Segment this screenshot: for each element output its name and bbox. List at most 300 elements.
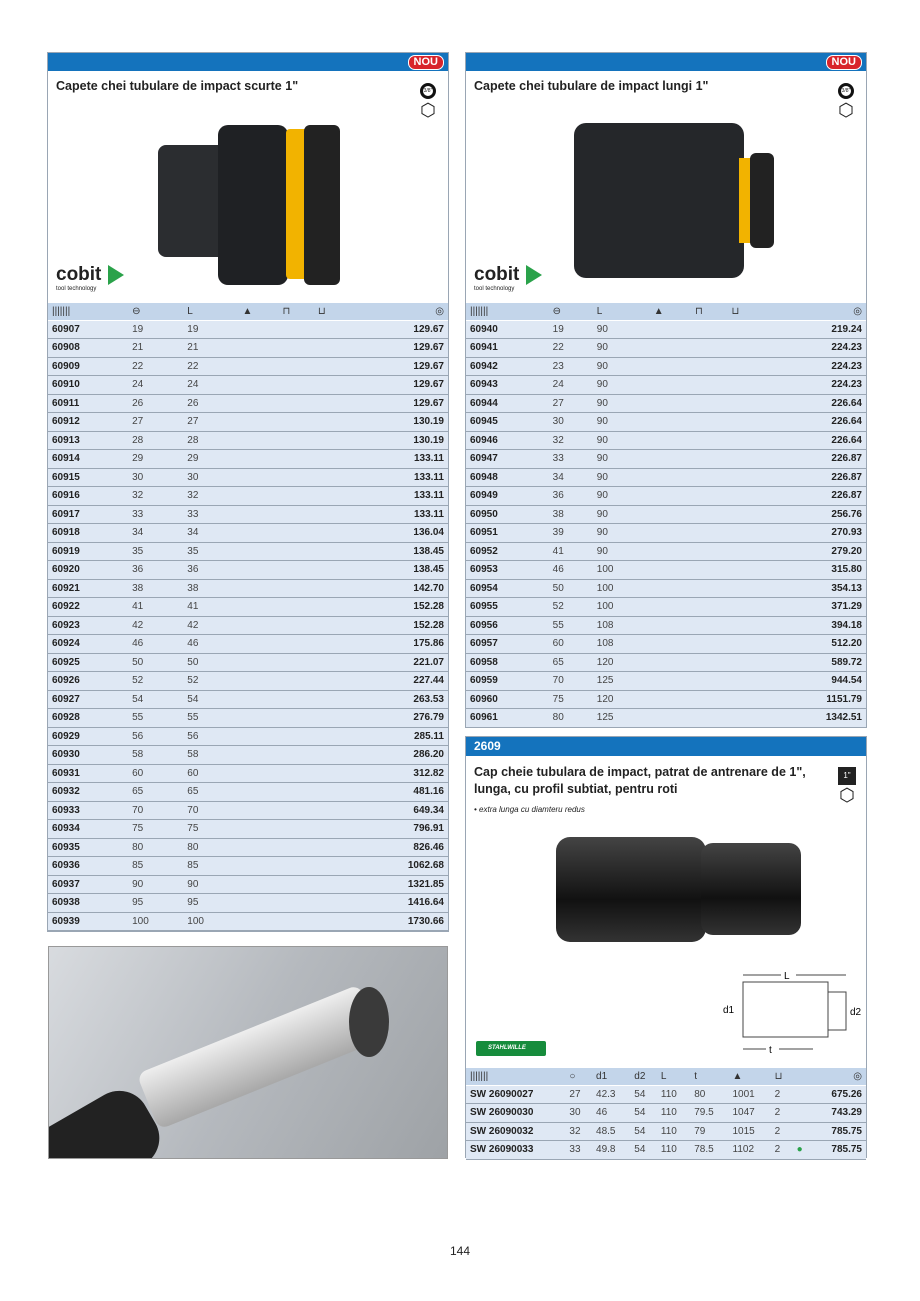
column-header: ▲ [650,303,691,320]
table-cell: 60910 [48,376,128,395]
table-row [466,653,866,672]
table-cell [238,320,278,339]
table-cell [728,505,764,524]
table-row [48,838,448,857]
table-cell: 129.67 [349,339,448,358]
table-cell [238,894,278,913]
table-cell [238,339,278,358]
table-cell: 152.28 [349,598,448,617]
table-cell: 60946 [466,431,549,450]
table-cell [691,709,727,728]
table-cell [728,653,764,672]
table-cell [691,524,727,543]
table-cell [650,320,691,339]
table-cell [728,487,764,506]
table-cell: 152.28 [349,616,448,635]
table-cell [279,505,314,524]
table-cell [314,376,349,395]
table-cell [650,413,691,432]
table-cell [728,394,764,413]
column-header: ⊓ [279,303,314,320]
table-cell [793,1085,813,1104]
header-bar [466,53,866,71]
table-row [466,487,866,506]
table-cell: 224.23 [764,376,866,395]
table-cell: 142.70 [349,579,448,598]
table-cell [314,320,349,339]
table-cell [238,561,278,580]
table-cell: 33 [565,1141,592,1160]
table-cell [314,746,349,765]
table-cell [691,653,727,672]
table-cell: 34 [183,524,238,543]
table-cell: 100 [183,912,238,931]
table-cell [279,431,314,450]
column-header: L [657,1068,690,1085]
table-cell: 60960 [466,690,549,709]
table-cell [650,616,691,635]
table-cell [314,653,349,672]
table-cell [314,413,349,432]
table-row [48,505,448,524]
table-cell: SW 26090032 [466,1122,565,1141]
table-cell: 120 [593,690,650,709]
cobit-logo: cobit tool technology [56,265,101,293]
table-cell: 60940 [466,320,549,339]
table-cell: 90 [593,376,650,395]
table-cell [314,838,349,857]
table-cell: 90 [593,505,650,524]
table-cell [238,487,278,506]
table-cell [314,561,349,580]
table-cell: 49.8 [592,1141,630,1160]
table-cell [279,635,314,654]
table-cell: 2 [771,1122,793,1141]
table-cell [238,431,278,450]
table-cell [279,653,314,672]
table-cell: 70 [128,801,183,820]
table-cell: 130.19 [349,431,448,450]
table-row [466,690,866,709]
table-cell: 79.5 [690,1104,728,1123]
table-cell: 75 [183,820,238,839]
drive-size-icon: 3/8" [838,83,854,99]
table-cell: 90 [183,875,238,894]
table-cell [728,672,764,691]
table-row [48,801,448,820]
product-panel-2609 [465,736,867,1158]
table-cell: 27 [128,413,183,432]
table-cell: 46 [128,635,183,654]
table-cell [279,339,314,358]
table-cell [279,320,314,339]
table-cell: 33 [128,505,183,524]
table-cell [238,764,278,783]
table-cell: 22 [128,357,183,376]
table-cell [314,394,349,413]
table-cell: 34 [128,524,183,543]
column-header: t [690,1068,728,1085]
table-cell: 42 [183,616,238,635]
table-cell: 60928 [48,709,128,728]
table-row [466,598,866,617]
table-cell [279,746,314,765]
table-cell: 90 [593,524,650,543]
table-cell [691,320,727,339]
table-cell [728,598,764,617]
table-cell [691,561,727,580]
table-cell [238,820,278,839]
socket-image [556,837,801,942]
table-cell: 32 [565,1122,592,1141]
table-cell: 65 [128,783,183,802]
table-cell: 50 [549,579,593,598]
table-cell [314,857,349,876]
table-cell: 60937 [48,875,128,894]
table-cell: 125 [593,709,650,728]
table-cell [279,524,314,543]
table-cell [728,413,764,432]
table-cell: 675.26 [812,1085,866,1104]
table-row [48,468,448,487]
table-cell: 129.67 [349,320,448,339]
drive-size-icon: 3/8" [420,83,436,99]
table-cell: 944.54 [764,672,866,691]
table-cell [314,339,349,358]
table-cell: 110 [657,1141,690,1160]
table-cell: 60953 [466,561,549,580]
table-cell: 60961 [466,709,549,728]
table-cell: 130.19 [349,413,448,432]
dim-label-t: t [769,1045,772,1056]
table-cell: 60913 [48,431,128,450]
table-cell: 33 [183,505,238,524]
table-cell [650,394,691,413]
table-cell [728,524,764,543]
table-cell [728,579,764,598]
table-row [48,894,448,913]
column-header: ⊓ [691,303,727,320]
table-cell [691,690,727,709]
column-header: ⊔ [728,303,764,320]
table-cell: 95 [128,894,183,913]
table-cell [238,542,278,561]
table-cell: 33 [549,450,593,469]
table-cell: 1416.64 [349,894,448,913]
table-cell: 60 [183,764,238,783]
table-cell [650,468,691,487]
table-cell: 65 [549,653,593,672]
column-header: ▲ [729,1068,771,1085]
table-cell: 24 [128,376,183,395]
table-cell: 371.29 [764,598,866,617]
hexagon-icon: ⬡ [839,785,855,805]
dim-label-L: L [784,971,790,982]
table-cell: 46 [549,561,593,580]
table-cell: 54 [128,690,183,709]
table-cell [650,357,691,376]
product-table [466,1068,866,1160]
table-cell: 19 [128,320,183,339]
table-cell: 60956 [466,616,549,635]
table-row [466,320,866,339]
table-cell: 60944 [466,394,549,413]
table-cell: 60927 [48,690,128,709]
table-cell: 826.46 [349,838,448,857]
table-cell [728,709,764,728]
table-cell [691,468,727,487]
table-cell: 2 [771,1085,793,1104]
table-cell: 54 [630,1141,657,1160]
table-cell: ● [793,1141,813,1160]
table-cell: 796.91 [349,820,448,839]
table-row [48,320,448,339]
table-cell [279,598,314,617]
table-cell [793,1104,813,1123]
table-cell: 55 [549,616,593,635]
table-cell: 78.5 [690,1141,728,1160]
table-cell: 60929 [48,727,128,746]
table-row [48,598,448,617]
hexagon-icon: ⬡ [838,100,854,120]
table-cell [279,709,314,728]
drive-size-icon: 1" [838,767,856,785]
table-row [466,431,866,450]
table-row [48,339,448,358]
table-cell: 60936 [48,857,128,876]
table-cell [279,672,314,691]
table-row [48,357,448,376]
table-row [48,727,448,746]
table-cell: 26 [128,394,183,413]
product-title: Cap cheie tubulara de impact, patrat de antrenare de 1", lunga, cu profil subtiat, pentru roti [474,765,806,796]
table-row [48,431,448,450]
table-cell [279,413,314,432]
table-cell [793,1122,813,1141]
table-cell [691,635,727,654]
table-cell: 60926 [48,672,128,691]
table-cell: 60933 [48,801,128,820]
column-header: ||||||| [466,1068,565,1085]
table-cell [314,616,349,635]
table-cell [279,690,314,709]
table-row [48,579,448,598]
table-row [48,875,448,894]
table-cell [728,542,764,561]
table-cell [314,579,349,598]
usage-photo [48,946,448,1159]
table-cell [279,468,314,487]
table-cell [314,690,349,709]
table-cell [238,579,278,598]
table-cell [650,339,691,358]
table-cell: 227.44 [349,672,448,691]
column-header: d2 [630,1068,657,1085]
table-cell [728,690,764,709]
table-cell: SW 26090033 [466,1141,565,1160]
product-table [48,303,448,931]
table-cell: 90 [593,542,650,561]
table-cell: 36 [183,561,238,580]
table-cell: 90 [593,394,650,413]
product-title: Capete chei tubulare de impact lungi 1" [474,79,709,93]
table-cell: 42 [128,616,183,635]
table-cell: 29 [128,450,183,469]
table-cell: 90 [128,875,183,894]
table-row [466,542,866,561]
table-cell: 19 [183,320,238,339]
table-row [48,616,448,635]
table-row [48,672,448,691]
table-row [466,339,866,358]
table-cell: 221.07 [349,653,448,672]
table-row [466,524,866,543]
table-row [48,413,448,432]
table-cell: 224.23 [764,357,866,376]
table-cell: 226.87 [764,487,866,506]
table-cell: 120 [593,653,650,672]
table-cell [238,857,278,876]
table-cell [314,524,349,543]
table-cell: 354.13 [764,579,866,598]
column-header: d1 [592,1068,630,1085]
socket-image [574,123,774,278]
table-cell: 60912 [48,413,128,432]
table-cell [238,635,278,654]
table-cell [691,450,727,469]
table-row [466,394,866,413]
column-header: ◎ [764,303,866,320]
table-cell: 32 [549,431,593,450]
table-cell: 60939 [48,912,128,931]
table-cell [314,727,349,746]
table-cell: 226.64 [764,431,866,450]
table-cell [238,616,278,635]
table-cell: 110 [657,1122,690,1141]
table-row [48,487,448,506]
table-cell: 136.04 [349,524,448,543]
column-header [793,1068,813,1085]
table-cell: 80 [128,838,183,857]
table-cell: 30 [565,1104,592,1123]
table-cell [238,505,278,524]
table-cell: 58 [183,746,238,765]
table-cell [650,561,691,580]
table-cell: 24 [549,376,593,395]
column-header: ⊖ [128,303,183,320]
table-cell [728,635,764,654]
table-cell: 60959 [466,672,549,691]
table-cell [279,376,314,395]
table-cell: 60916 [48,487,128,506]
table-cell: 175.86 [349,635,448,654]
table-cell [314,357,349,376]
table-cell: 315.80 [764,561,866,580]
table-cell [314,894,349,913]
table-cell [279,616,314,635]
table-cell: 38 [183,579,238,598]
table-cell [238,746,278,765]
table-row [466,616,866,635]
table-cell [238,727,278,746]
table-cell: 263.53 [349,690,448,709]
table-cell [650,672,691,691]
table-cell: 85 [128,857,183,876]
table-cell: 226.64 [764,394,866,413]
table-cell: 60947 [466,450,549,469]
table-cell: 60920 [48,561,128,580]
table-row [48,746,448,765]
table-cell [691,357,727,376]
table-cell: 60919 [48,542,128,561]
table-cell: 60950 [466,505,549,524]
table-cell: 21 [128,339,183,358]
hexagon-icon: ⬡ [420,100,436,120]
table-cell: 48.5 [592,1122,630,1141]
table-cell: 90 [593,339,650,358]
table-row [48,783,448,802]
table-cell [691,616,727,635]
table-row [48,857,448,876]
table-cell: 22 [549,339,593,358]
table-cell: 108 [593,616,650,635]
table-cell: 2 [771,1141,793,1160]
table-cell [691,579,727,598]
table-cell: 743.29 [812,1104,866,1123]
table-cell: 649.34 [349,801,448,820]
table-cell: 1102 [729,1141,771,1160]
table-cell: 30 [549,413,593,432]
table-cell: 54 [630,1122,657,1141]
table-row [466,505,866,524]
table-cell: 28 [128,431,183,450]
table-cell: 46 [183,635,238,654]
table-cell [279,801,314,820]
table-cell: 110 [657,1104,690,1123]
table-cell [314,764,349,783]
column-header: ○ [565,1068,592,1085]
column-header: ⊔ [314,303,349,320]
table-row [48,394,448,413]
product-panel-long-sockets [465,52,867,728]
table-cell [314,635,349,654]
table-cell [279,764,314,783]
table-cell: 60 [549,635,593,654]
table-cell [691,505,727,524]
table-cell: 279.20 [764,542,866,561]
table-cell: 90 [593,450,650,469]
table-cell: 32 [183,487,238,506]
column-header: ◎ [349,303,448,320]
table-cell: 100 [593,598,650,617]
table-cell: 133.11 [349,487,448,506]
table-cell [650,690,691,709]
table-cell: 60921 [48,579,128,598]
table-cell [650,450,691,469]
table-cell: 60907 [48,320,128,339]
table-cell: 785.75 [812,1141,866,1160]
table-cell: 90 [593,357,650,376]
table-cell [650,635,691,654]
table-cell: 60948 [466,468,549,487]
column-header: ▲ [238,303,278,320]
table-cell [728,357,764,376]
table-cell [650,579,691,598]
table-cell [691,598,727,617]
table-cell: SW 26090030 [466,1104,565,1123]
table-cell: 60917 [48,505,128,524]
table-cell: 90 [593,468,650,487]
